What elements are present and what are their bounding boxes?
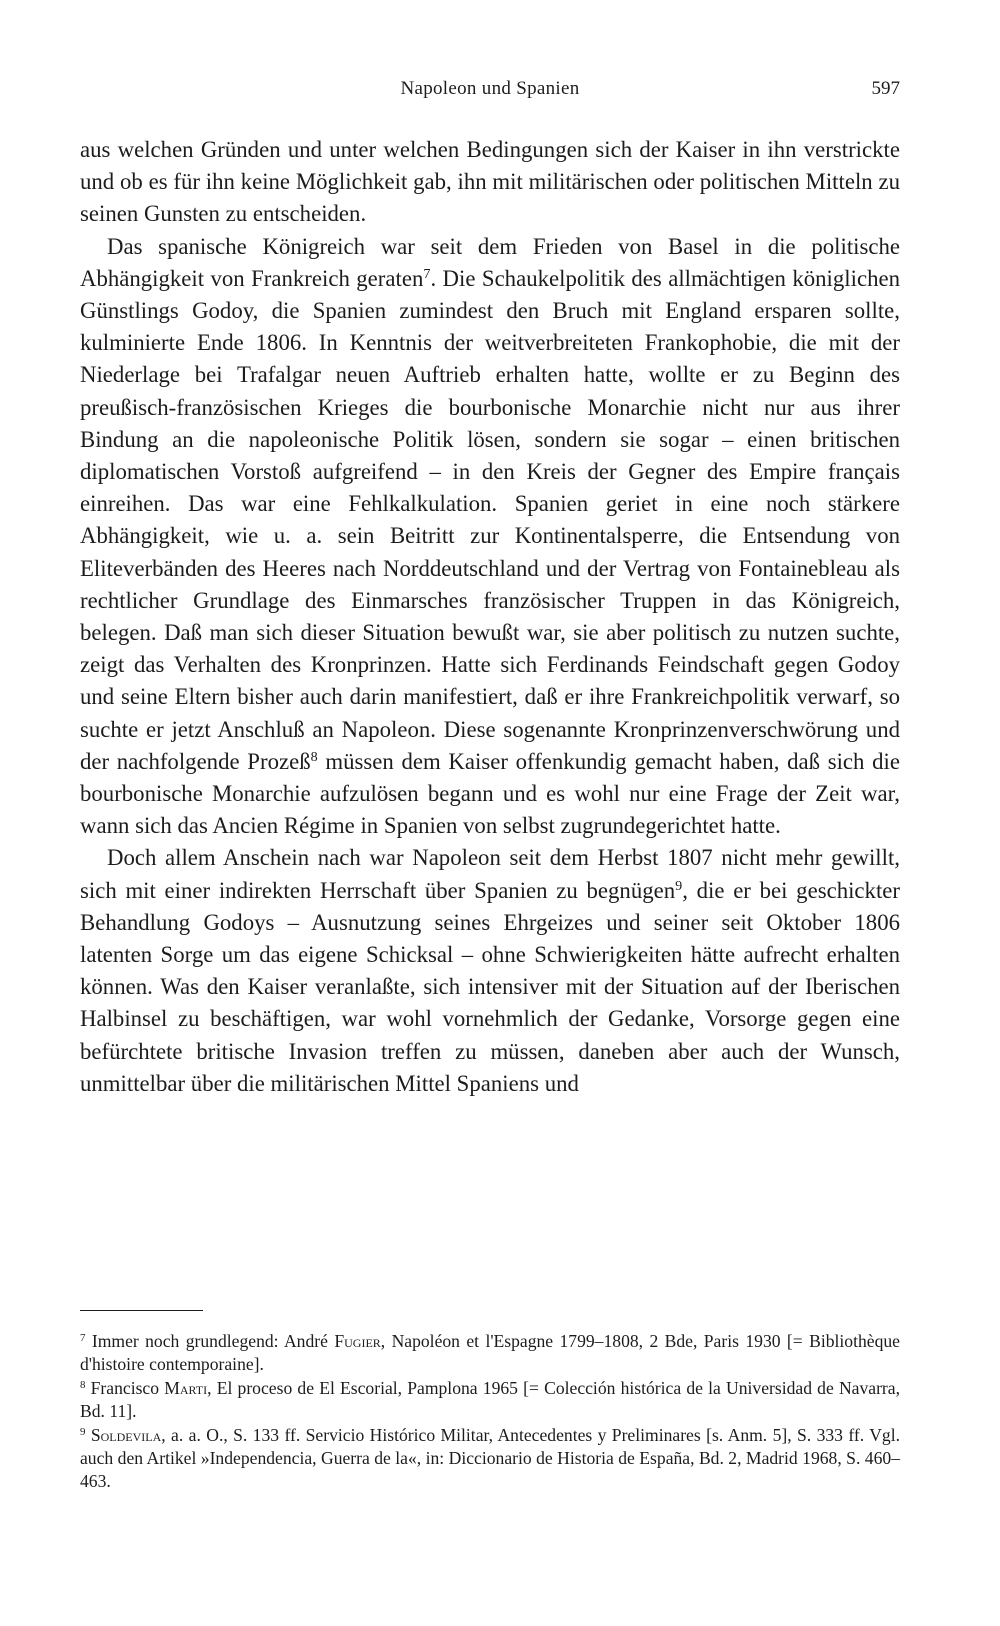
paragraph-text: . Die Schaukelpolitik des allmächtigen königlichen Günstlings Godoy, die Spanien zumindest den Bruch mit England ersparen sollte, kulminierte Ende 1806. In Kenntnis der weitverbreiteten Frankophobie, die mit der Niederlage bei Trafalgar neuen Auftrieb erhalten hatte, wollte er zu Beginn des preußisch-französischen Krieges die bourbonische Monarchie nicht nur aus ihrer Bindung an die napoleonische Politik lösen, sondern sie sogar – einen britischen diplomatischen Vorstoß aufgreifend – in den Kreis der Gegner des Empire français einreihen. Das war eine Fehlkalkulation. Spanien geriet in eine noch stärkere Abhängigkeit, wie u. a. sein Beitritt zur Kontinentalsperre, die Entsendung von Eliteverbänden des Heeres nach Norddeutschland und der Vertrag von Fontainebleau als rechtlicher Grundlage des Einmarsches französischer Truppen in das Königreich, belegen. Daß man sich dieser Situation bewußt war, sie aber politisch zu nutzen suchte, zeigt das Verhalten des Kronprinzen. Hatte sich Ferdinands Feindschaft gegen Godoy und seine Eltern bisher auch darin manifestiert, daß er ihre Frankreichpolitik verwarf, so suchte er jetzt Anschluß an Napoleon. Diese sogenannte Kronprinzenverschwörung und der nachfolgende Prozeß bbox=[80, 265, 900, 774]
footnote-number: 7 bbox=[80, 1332, 86, 1344]
page-number: 597 bbox=[871, 78, 900, 99]
footnote-text: , a. a. O., S. 133 ff. Servicio Histórico Militar, Antecedentes y Preliminares [s. Anm. 5], S. 333 ff. Vgl. auch den Artikel »Independencia, Guerra de la«, in: Diccionario de Historia de España, Bd. 2, Madrid 1968, S. 460–463. bbox=[80, 1424, 900, 1492]
footnote-separator bbox=[80, 1310, 203, 1311]
footnote-number: 9 bbox=[80, 1425, 86, 1438]
paragraph bbox=[80, 842, 900, 1100]
footnote-text: Immer noch grundlegend: André bbox=[85, 1331, 335, 1351]
body-text bbox=[80, 134, 900, 1100]
paragraph-text: Das spanische Königreich war seit dem Frieden von Basel in die politische Abhängigkeit von Frankreich geraten bbox=[80, 233, 900, 291]
page-header bbox=[80, 78, 900, 108]
footnote-reference: 9 bbox=[675, 877, 683, 894]
paragraph-text: müssen dem Kaiser offenkundig gemacht haben, daß sich die bourbonische Monarchie aufzulösen begann und es wohl nur eine Frage der Zeit war, wann sich das Ancien Régime in Spanien von selbst zugrundegerichtet hatte. bbox=[80, 748, 900, 839]
footnote-reference: 7 bbox=[423, 266, 431, 283]
footnote bbox=[80, 1424, 900, 1494]
paragraph bbox=[80, 134, 900, 231]
footnote-text: , Napoléon et l'Espagne 1799–1808, 2 Bde, Paris 1930 [= Bibliothèque d'histoire contemporaine]. bbox=[80, 1331, 900, 1375]
footnotes bbox=[80, 1330, 900, 1494]
footnote-author: Fugier bbox=[334, 1331, 381, 1351]
paragraph-text: , die er bei geschickter Behandlung Godoys – Ausnutzung seines Ehrgeizes und seiner seit Oktober 1806 latenten Sorge um das eigene Schicksal – ohne Schwierigkeiten hätte aufrecht erhalten können. Was den Kaiser veranlaßte, sich intensiver mit der Situation auf der Iberischen Halbinsel zu beschäftigen, war wohl vornehmlich der Gedanke, Vorsorge gegen eine befürchtete britische Invasion treffen zu müssen, daneben aber auch der Wunsch, unmittelbar über die militärischen Mittel Spaniens und bbox=[80, 877, 900, 1096]
footnote bbox=[80, 1377, 900, 1424]
footnote bbox=[80, 1330, 900, 1377]
running-title: Napoleon und Spanien bbox=[400, 78, 580, 99]
footnote-text: , El proceso de El Escorial, Pamplona 1965 [= Colección histórica de la Universidad de Navarra, Bd. 11]. bbox=[80, 1377, 901, 1422]
paragraph-text: aus welchen Gründen und unter welchen Bedingungen sich der Kaiser in ihn verstrickte und ob es für ihn keine Möglichkeit gab, ihn mit militärischen oder politischen Mitteln zu seinen Gunsten zu entscheiden. bbox=[80, 137, 900, 227]
footnote-author: Marti bbox=[164, 1377, 208, 1398]
footnote-text: Francisco bbox=[85, 1377, 165, 1398]
paragraph-text: Doch allem Anschein nach war Napoleon seit dem Herbst 1807 nicht mehr gewillt, sich mit einer indirekten Herrschaft über Spanien zu begnügen bbox=[80, 845, 900, 903]
paragraph bbox=[80, 231, 900, 843]
footnote-reference: 8 bbox=[310, 749, 318, 766]
footnote-number: 8 bbox=[80, 1378, 86, 1391]
footnote-author: Soldevila bbox=[90, 1424, 162, 1445]
